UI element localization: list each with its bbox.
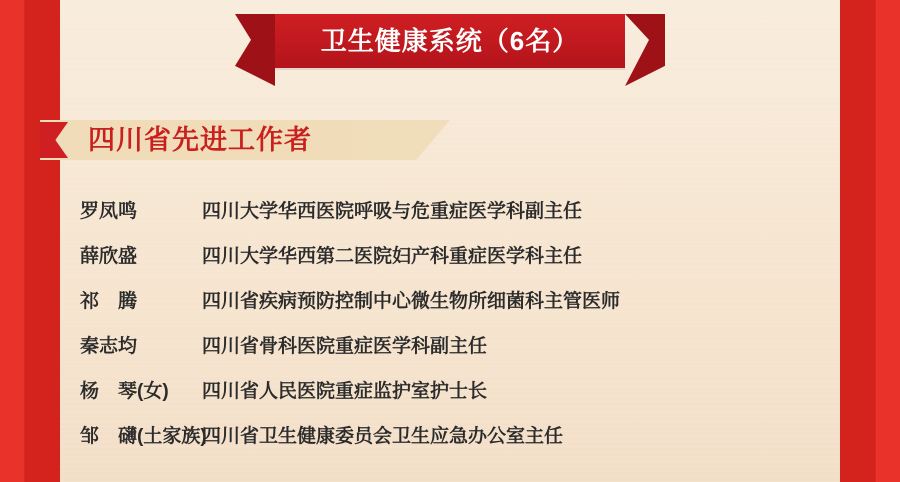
section-title: 四川省先进工作者 — [88, 125, 312, 155]
list-item — [80, 196, 840, 241]
honoree-title: 四川大学华西医院呼吸与危重症医学科副主任 — [202, 201, 583, 222]
honoree-name: 杨 琴(女) — [80, 381, 169, 402]
list-item — [80, 421, 840, 466]
section-header — [40, 112, 860, 166]
banner-ribbon — [0, 14, 900, 84]
ribbon-right-fold — [625, 14, 665, 86]
honoree-title: 四川省卫生健康委员会卫生应急办公室主任 — [202, 426, 564, 447]
honoree-list — [80, 196, 840, 466]
honoree-name: 秦志均 — [80, 336, 138, 357]
banner-ribbon-body — [275, 14, 625, 68]
banner-title: 卫生健康系统（6名） — [320, 26, 580, 56]
list-item — [80, 331, 840, 376]
honoree-name: 祁 腾 — [80, 291, 138, 312]
honoree-title: 四川省骨科医院重症医学科副主任 — [202, 336, 488, 357]
honoree-name: 薛欣盛 — [80, 246, 138, 267]
ribbon-left-fold — [235, 14, 275, 86]
list-item — [80, 376, 840, 421]
list-item — [80, 286, 840, 331]
honoree-name: 邹 礴(土家族) — [80, 426, 207, 447]
honoree-title: 四川大学华西第二医院妇产科重症医学科主任 — [202, 246, 583, 267]
honoree-title: 四川省疾病预防控制中心微生物所细菌科主管医师 — [202, 291, 621, 312]
honoree-name: 罗凤鸣 — [80, 201, 138, 222]
list-item — [80, 241, 840, 286]
honoree-title: 四川省人民医院重症监护室护士长 — [202, 381, 488, 402]
